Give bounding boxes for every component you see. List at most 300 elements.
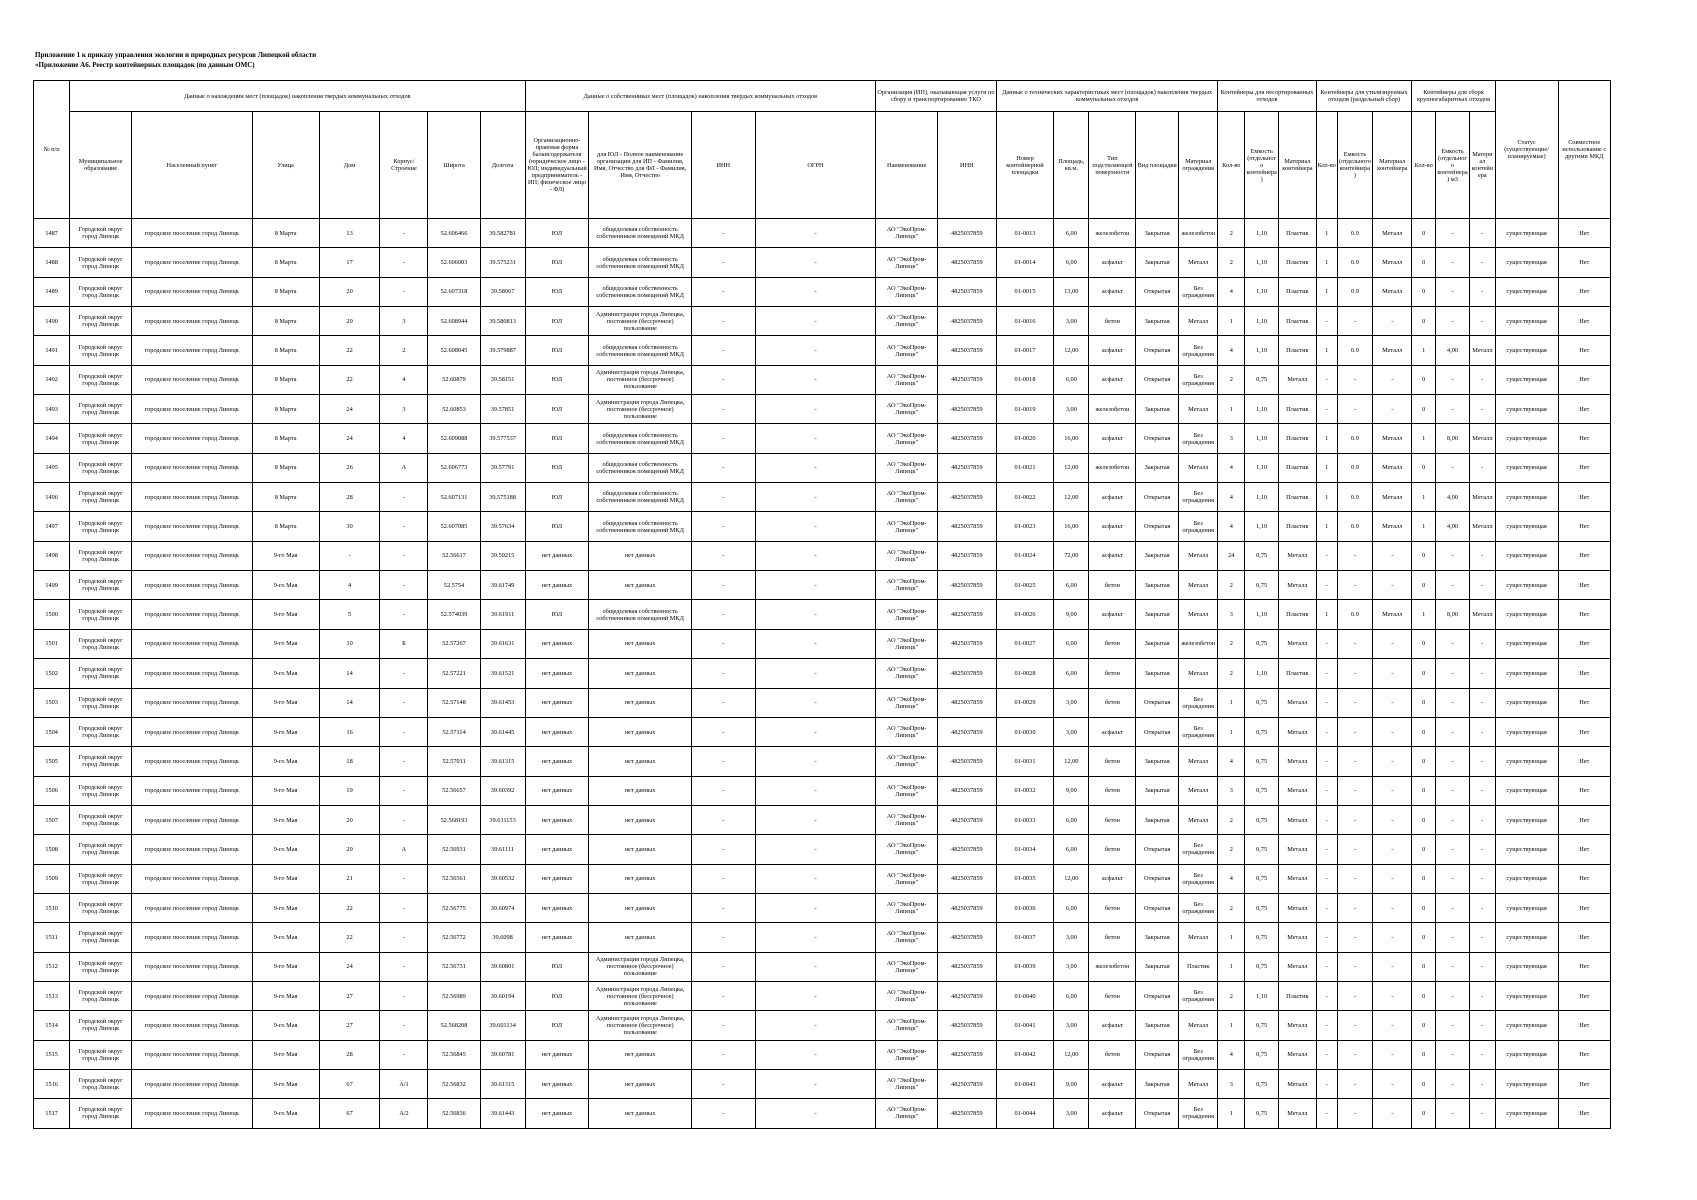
cell-text: 0 [1422, 787, 1426, 795]
cell-owner-name [589, 219, 691, 248]
cell-text: Нет [1579, 376, 1590, 384]
cell-house [319, 571, 380, 600]
cell-text: - [1325, 933, 1328, 941]
cell-area [1054, 981, 1089, 1010]
cell-operator-name [876, 864, 938, 893]
cell-text: нет данных [624, 816, 656, 824]
cell-unsorted-volume [1245, 805, 1279, 834]
cell-text: - [402, 933, 405, 941]
cell-text: 52.574039 [440, 611, 468, 619]
cell-text: - [1391, 992, 1394, 1000]
cell-text: Пластик [1286, 669, 1309, 677]
cell-text: 52.607131 [440, 493, 468, 501]
cell-unsorted-count [1218, 893, 1245, 922]
cell-shared [1558, 981, 1610, 1010]
cell-text: 20 [346, 816, 353, 824]
cell-text: 4 [1229, 493, 1233, 501]
cell-text: Пластик [1286, 493, 1309, 501]
cell-text: Городской округ город Липецк [78, 1047, 123, 1062]
cell-longitude [480, 483, 525, 512]
cell-text: 12,00 [1064, 757, 1079, 765]
cell-ogrn [755, 776, 875, 805]
cell-text: Без ограждения [1182, 901, 1215, 916]
cell-text: 8 Марта [274, 288, 297, 296]
cell-bulky-material [1470, 747, 1496, 776]
cell-fence [1178, 424, 1218, 453]
cell-bulky-volume [1435, 864, 1469, 893]
cell-building [380, 1099, 428, 1128]
cell-house [319, 893, 380, 922]
cell-ogrn [755, 717, 875, 746]
cell-ogrn [755, 1011, 875, 1040]
cell-unsorted-material [1279, 424, 1316, 453]
cell-text: 01-0014 [1014, 259, 1036, 267]
cell-bulky-volume [1435, 600, 1469, 629]
cell-text: Городской округ город Липецк [78, 343, 123, 358]
cell-owner-inn [691, 659, 755, 688]
cell-unsorted-volume [1245, 835, 1279, 864]
cell-text: - [814, 581, 817, 589]
cell-owner-name [589, 981, 691, 1010]
cell-text: - [722, 875, 725, 883]
cell-text: - [1451, 699, 1454, 707]
cell-recycle-count [1316, 952, 1337, 981]
cell-text: нет данных [624, 875, 656, 883]
cell-unsorted-count [1218, 981, 1245, 1010]
cell-owner-name [589, 629, 691, 658]
cell-text: 6,00 [1065, 992, 1077, 1000]
cell-text: 1 [1325, 229, 1329, 237]
cell-text: нет данных [624, 640, 656, 648]
cell-text: - [1391, 963, 1394, 971]
cell-house [319, 923, 380, 952]
cell-text: 0.9 [1351, 229, 1359, 237]
cell-text: 1 [1325, 611, 1329, 619]
cell-text: 9-го Мая [273, 845, 298, 853]
cell-text: - [1325, 787, 1328, 795]
cell-text: - [722, 904, 725, 912]
cell-bulky-count [1412, 776, 1435, 805]
cell-text: городское поселение город Липецк [144, 699, 239, 707]
cell-text: - [1391, 757, 1394, 765]
cell-unsorted-volume [1245, 1099, 1279, 1128]
cell-org-form [525, 688, 589, 717]
cell-text: существующая [1506, 1051, 1547, 1059]
cell-text: железобетон [1095, 229, 1130, 237]
cell-surface [1089, 952, 1136, 981]
cell-operator-inn [938, 776, 997, 805]
cell-text: бетон [1104, 904, 1120, 912]
cell-text: - [722, 347, 725, 355]
cell-surface [1089, 1011, 1136, 1040]
cell-latitude [428, 307, 480, 336]
cell-text: существующая [1506, 669, 1547, 677]
cell-org-form [525, 219, 589, 248]
cell-text: существующая [1506, 552, 1547, 560]
cell-surface [1089, 981, 1136, 1010]
cell-text: существующая [1506, 875, 1547, 883]
cell-operator-inn [938, 395, 997, 424]
cell-operator-inn [938, 923, 997, 952]
cell-text: АО "ЭкоПром-Липецк" [886, 989, 927, 1004]
cell-text: АО "ЭкоПром-Липецк" [886, 255, 927, 270]
cell-text: нет данных [624, 904, 656, 912]
cell-recycle-count [1316, 864, 1337, 893]
cell-operator-inn [938, 981, 997, 1010]
table-row [34, 952, 1611, 981]
cell-text: Открытая [1144, 904, 1171, 912]
cell-site-number [996, 923, 1054, 952]
cell-municipality [70, 1011, 132, 1040]
cell-owner-inn [691, 688, 755, 717]
cell-text: существующая [1506, 288, 1547, 296]
cell-text: - [814, 376, 817, 384]
cell-ogrn [755, 864, 875, 893]
cell-text: - [722, 493, 725, 501]
cell-operator-inn [938, 453, 997, 482]
cell-text: городское поселение город Липецк [144, 405, 239, 413]
cell-text: Нет [1579, 347, 1590, 355]
cell-area [1054, 277, 1089, 306]
cell-area [1054, 659, 1089, 688]
cell-house [319, 1040, 380, 1069]
cell-recycle-count [1316, 336, 1337, 365]
cell-longitude [480, 747, 525, 776]
cell-text: Без ограждения [1182, 695, 1215, 710]
cell-text: городское поселение город Липецк [144, 787, 239, 795]
cell-text: нет данных [624, 699, 656, 707]
cell-text: 0,75 [1256, 933, 1268, 941]
cell-settlement [132, 512, 252, 541]
cell-status [1495, 453, 1558, 482]
cell-longitude [480, 629, 525, 658]
cell-bulky-count [1412, 717, 1435, 746]
header-group-unsorted: Контейнеры для несортированных отходов [1218, 81, 1316, 112]
cell-unsorted-count [1218, 395, 1245, 424]
cell-text: - [722, 757, 725, 765]
cell-text: Металл [1188, 552, 1209, 560]
cell-text: - [1481, 787, 1484, 795]
cell-text: нет данных [541, 933, 573, 941]
cell-operator-name [876, 776, 938, 805]
cell-latitude [428, 835, 480, 864]
cell-text: Без ограждения [1182, 725, 1215, 740]
cell-house [319, 1011, 380, 1040]
cell-text: существующая [1506, 1080, 1547, 1088]
cell-unsorted-count [1218, 512, 1245, 541]
cell-street [252, 717, 319, 746]
cell-recycle-volume [1337, 835, 1372, 864]
cell-text: АО "ЭкоПром-Липецк" [886, 1106, 927, 1121]
cell-recycle-count [1316, 365, 1337, 394]
cell-text: ЮЛ [551, 288, 563, 296]
cell-longitude [480, 923, 525, 952]
cell-text: - [402, 611, 405, 619]
cell-surface [1089, 277, 1136, 306]
cell-org-form [525, 717, 589, 746]
cell-shared [1558, 277, 1610, 306]
cell-text: Открытая [1144, 435, 1171, 443]
cell-recycle-material [1373, 864, 1412, 893]
cell-municipality [70, 512, 132, 541]
cell-ogrn [755, 483, 875, 512]
cell-ogrn [755, 1099, 875, 1128]
cell-fence [1178, 248, 1218, 277]
cell-text: - [814, 933, 817, 941]
cell-text: Открытая [1144, 992, 1171, 1000]
cell-text: А [401, 464, 407, 472]
cell-bulky-material [1470, 805, 1496, 834]
cell-site-number [996, 688, 1054, 717]
cell-text: 0 [1422, 552, 1426, 560]
cell-status [1495, 600, 1558, 629]
cell-text: Открытая [1144, 288, 1171, 296]
header-group-recycle: Контейнеры для утилизируемых отходов (раздельный сбор) [1316, 81, 1412, 112]
table-row [34, 864, 1611, 893]
cell-text: 01-0036 [1014, 904, 1036, 912]
cell-text: Без ограждения [1182, 490, 1215, 505]
cell-text: АО "ЭкоПром-Липецк" [886, 402, 927, 417]
cell-text: 0 [1422, 845, 1426, 853]
cell-text: существующая [1506, 1109, 1547, 1117]
cell-site-number [996, 424, 1054, 453]
cell-text: ЮЛ [551, 405, 563, 413]
cell-num [34, 835, 70, 864]
cell-street [252, 747, 319, 776]
cell-text: Нет [1579, 581, 1590, 589]
cell-recycle-count [1316, 1099, 1337, 1128]
cell-text: Городской округ город Липецк [78, 813, 123, 828]
cell-text: 1507 [45, 816, 58, 824]
cell-owner-inn [691, 629, 755, 658]
cell-bulky-material [1470, 453, 1496, 482]
cell-text: 1509 [45, 875, 58, 883]
header-num: № п/п [34, 81, 70, 219]
cell-text: Закрытая [1144, 1080, 1170, 1088]
cell-bulky-count [1412, 952, 1435, 981]
cell-recycle-volume [1337, 893, 1372, 922]
cell-shared [1558, 483, 1610, 512]
cell-text: - [1481, 317, 1484, 325]
cell-text: Городской округ город Липецк [78, 636, 123, 651]
cell-text: 2 [1229, 845, 1233, 853]
cell-text: - [1391, 1051, 1394, 1059]
cell-recycle-volume [1337, 307, 1372, 336]
cell-text: 4825037859 [951, 464, 983, 472]
cell-text: - [1451, 229, 1454, 237]
table-row [34, 424, 1611, 453]
cell-text: 12,00 [1064, 1051, 1079, 1059]
cell-building [380, 629, 428, 658]
cell-unsorted-count [1218, 248, 1245, 277]
cell-num [34, 248, 70, 277]
cell-bulky-volume [1435, 248, 1469, 277]
table-row [34, 219, 1611, 248]
cell-text: 2 [1229, 640, 1233, 648]
cell-text: асфальт [1101, 259, 1123, 267]
cell-unsorted-material [1279, 453, 1316, 482]
cell-operator-inn [938, 219, 997, 248]
cell-text: 4825037859 [951, 992, 983, 1000]
cell-text: 01-0031 [1014, 757, 1036, 765]
cell-text: 01-0037 [1014, 933, 1036, 941]
cell-recycle-material [1373, 307, 1412, 336]
cell-text: Администрация города Липецка, постоянное (бессрочное) пользование [595, 956, 685, 978]
cell-street [252, 835, 319, 864]
cell-status [1495, 541, 1558, 570]
cell-text: городское поселение город Липецк [144, 611, 239, 619]
cell-operator-name [876, 659, 938, 688]
cell-text: - [722, 405, 725, 413]
cell-text: АО "ЭкоПром-Липецк" [886, 1018, 927, 1033]
cell-text: Городской округ город Липецк [78, 578, 123, 593]
cell-org-form [525, 424, 589, 453]
cell-municipality [70, 1040, 132, 1069]
cell-text: - [814, 1109, 817, 1117]
cell-bulky-count [1412, 981, 1435, 1010]
cell-site-type [1136, 952, 1179, 981]
cell-site-type [1136, 453, 1179, 482]
cell-text: Городской округ город Липецк [78, 255, 123, 270]
cell-shared [1558, 336, 1610, 365]
cell-text: существующая [1506, 405, 1547, 413]
cell-text: ЮЛ [551, 523, 563, 531]
cell-text: 8,00 [1446, 435, 1458, 443]
table-row [34, 805, 1611, 834]
cell-text: - [814, 875, 817, 883]
cell-text: 0 [1422, 992, 1426, 1000]
cell-text: Металл [1287, 1080, 1308, 1088]
cell-text: 3 [402, 405, 406, 413]
cell-text: 3 [1229, 787, 1233, 795]
cell-text: 2 [1229, 904, 1233, 912]
cell-text: Металл [1472, 611, 1493, 619]
cell-text: 1 [1325, 464, 1329, 472]
cell-org-form [525, 747, 589, 776]
header-operator-name: Наименование [876, 112, 938, 219]
cell-street [252, 395, 319, 424]
table-row [34, 717, 1611, 746]
cell-recycle-volume [1337, 600, 1372, 629]
cell-text: 1 [1325, 435, 1329, 443]
cell-house [319, 981, 380, 1010]
cell-latitude [428, 1011, 480, 1040]
cell-area [1054, 747, 1089, 776]
cell-text: Металл [1287, 581, 1308, 589]
cell-surface [1089, 1099, 1136, 1128]
cell-owner-inn [691, 336, 755, 365]
cell-text: существующая [1506, 493, 1547, 501]
cell-longitude [480, 805, 525, 834]
cell-operator-name [876, 424, 938, 453]
cell-status [1495, 336, 1558, 365]
cell-text: ЮЛ [551, 347, 563, 355]
cell-shared [1558, 248, 1610, 277]
cell-operator-inn [938, 688, 997, 717]
cell-text: - [1325, 816, 1328, 824]
cell-text: 28 [346, 1051, 353, 1059]
cell-longitude [480, 1011, 525, 1040]
cell-text: 01-0043 [1014, 1080, 1036, 1088]
cell-recycle-material [1373, 571, 1412, 600]
cell-municipality [70, 1099, 132, 1128]
cell-text: - [1451, 376, 1454, 384]
cell-text: 0,75 [1256, 963, 1268, 971]
cell-text: Нет [1579, 875, 1590, 883]
cell-text: - [1325, 757, 1328, 765]
cell-text: существующая [1506, 757, 1547, 765]
cell-owner-inn [691, 541, 755, 570]
cell-latitude [428, 717, 480, 746]
cell-unsorted-volume [1245, 365, 1279, 394]
cell-text: 4,00 [1446, 493, 1458, 501]
cell-text: 39.6098 [492, 933, 513, 941]
cell-text: Закрытая [1144, 581, 1170, 589]
cell-shared [1558, 1040, 1610, 1069]
cell-municipality [70, 453, 132, 482]
cell-owner-inn [691, 365, 755, 394]
cell-bulky-count [1412, 1040, 1435, 1069]
cell-site-type [1136, 248, 1179, 277]
cell-text: 0.9 [1351, 464, 1359, 472]
cell-text: 0.9 [1351, 288, 1359, 296]
cell-text: существующая [1506, 933, 1547, 941]
cell-text: 9-го Мая [273, 757, 298, 765]
cell-unsorted-volume [1245, 688, 1279, 717]
cell-site-type [1136, 277, 1179, 306]
cell-text: 52.56845 [442, 1051, 466, 1059]
cell-recycle-volume [1337, 1099, 1372, 1128]
cell-text: 01-0026 [1014, 611, 1036, 619]
cell-text: 8 Марта [274, 464, 297, 472]
cell-text: бетон [1104, 1051, 1120, 1059]
cell-municipality [70, 365, 132, 394]
cell-text: 4825037859 [951, 640, 983, 648]
cell-ogrn [755, 219, 875, 248]
cell-owner-name [589, 541, 691, 570]
cell-text: Металл [1382, 493, 1403, 501]
cell-text: 0.9 [1351, 435, 1359, 443]
cell-fence [1178, 717, 1218, 746]
cell-site-number [996, 365, 1054, 394]
cell-longitude [480, 1040, 525, 1069]
cell-text: - [814, 1051, 817, 1059]
cell-status [1495, 688, 1558, 717]
cell-owner-name [589, 864, 691, 893]
cell-text: Металл [1287, 787, 1308, 795]
header-org-form: Организационно-правовая форма балансодержателя (юридическое лицо - ЮЛ; индивидуальный предприниматель - ИП; физическое лицо - ФЛ) [525, 112, 589, 219]
cell-text: 52.57221 [442, 669, 466, 677]
cell-text: - [1353, 1021, 1356, 1029]
cell-operator-inn [938, 717, 997, 746]
cell-bulky-material [1470, 776, 1496, 805]
cell-text: 52.606003 [440, 259, 468, 267]
table-row [34, 893, 1611, 922]
cell-text: 1517 [45, 1109, 58, 1117]
cell-unsorted-count [1218, 717, 1245, 746]
cell-text: - [814, 816, 817, 824]
cell-text: 0 [1422, 933, 1426, 941]
cell-text: 0 [1422, 669, 1426, 677]
cell-text: 0 [1422, 376, 1426, 384]
table-row [34, 277, 1611, 306]
cell-recycle-material [1373, 365, 1412, 394]
cell-org-form [525, 365, 589, 394]
cell-text: 1508 [45, 845, 58, 853]
cell-text: 4825037859 [951, 787, 983, 795]
cell-text: - [1353, 1080, 1356, 1088]
cell-text: - [1353, 376, 1356, 384]
